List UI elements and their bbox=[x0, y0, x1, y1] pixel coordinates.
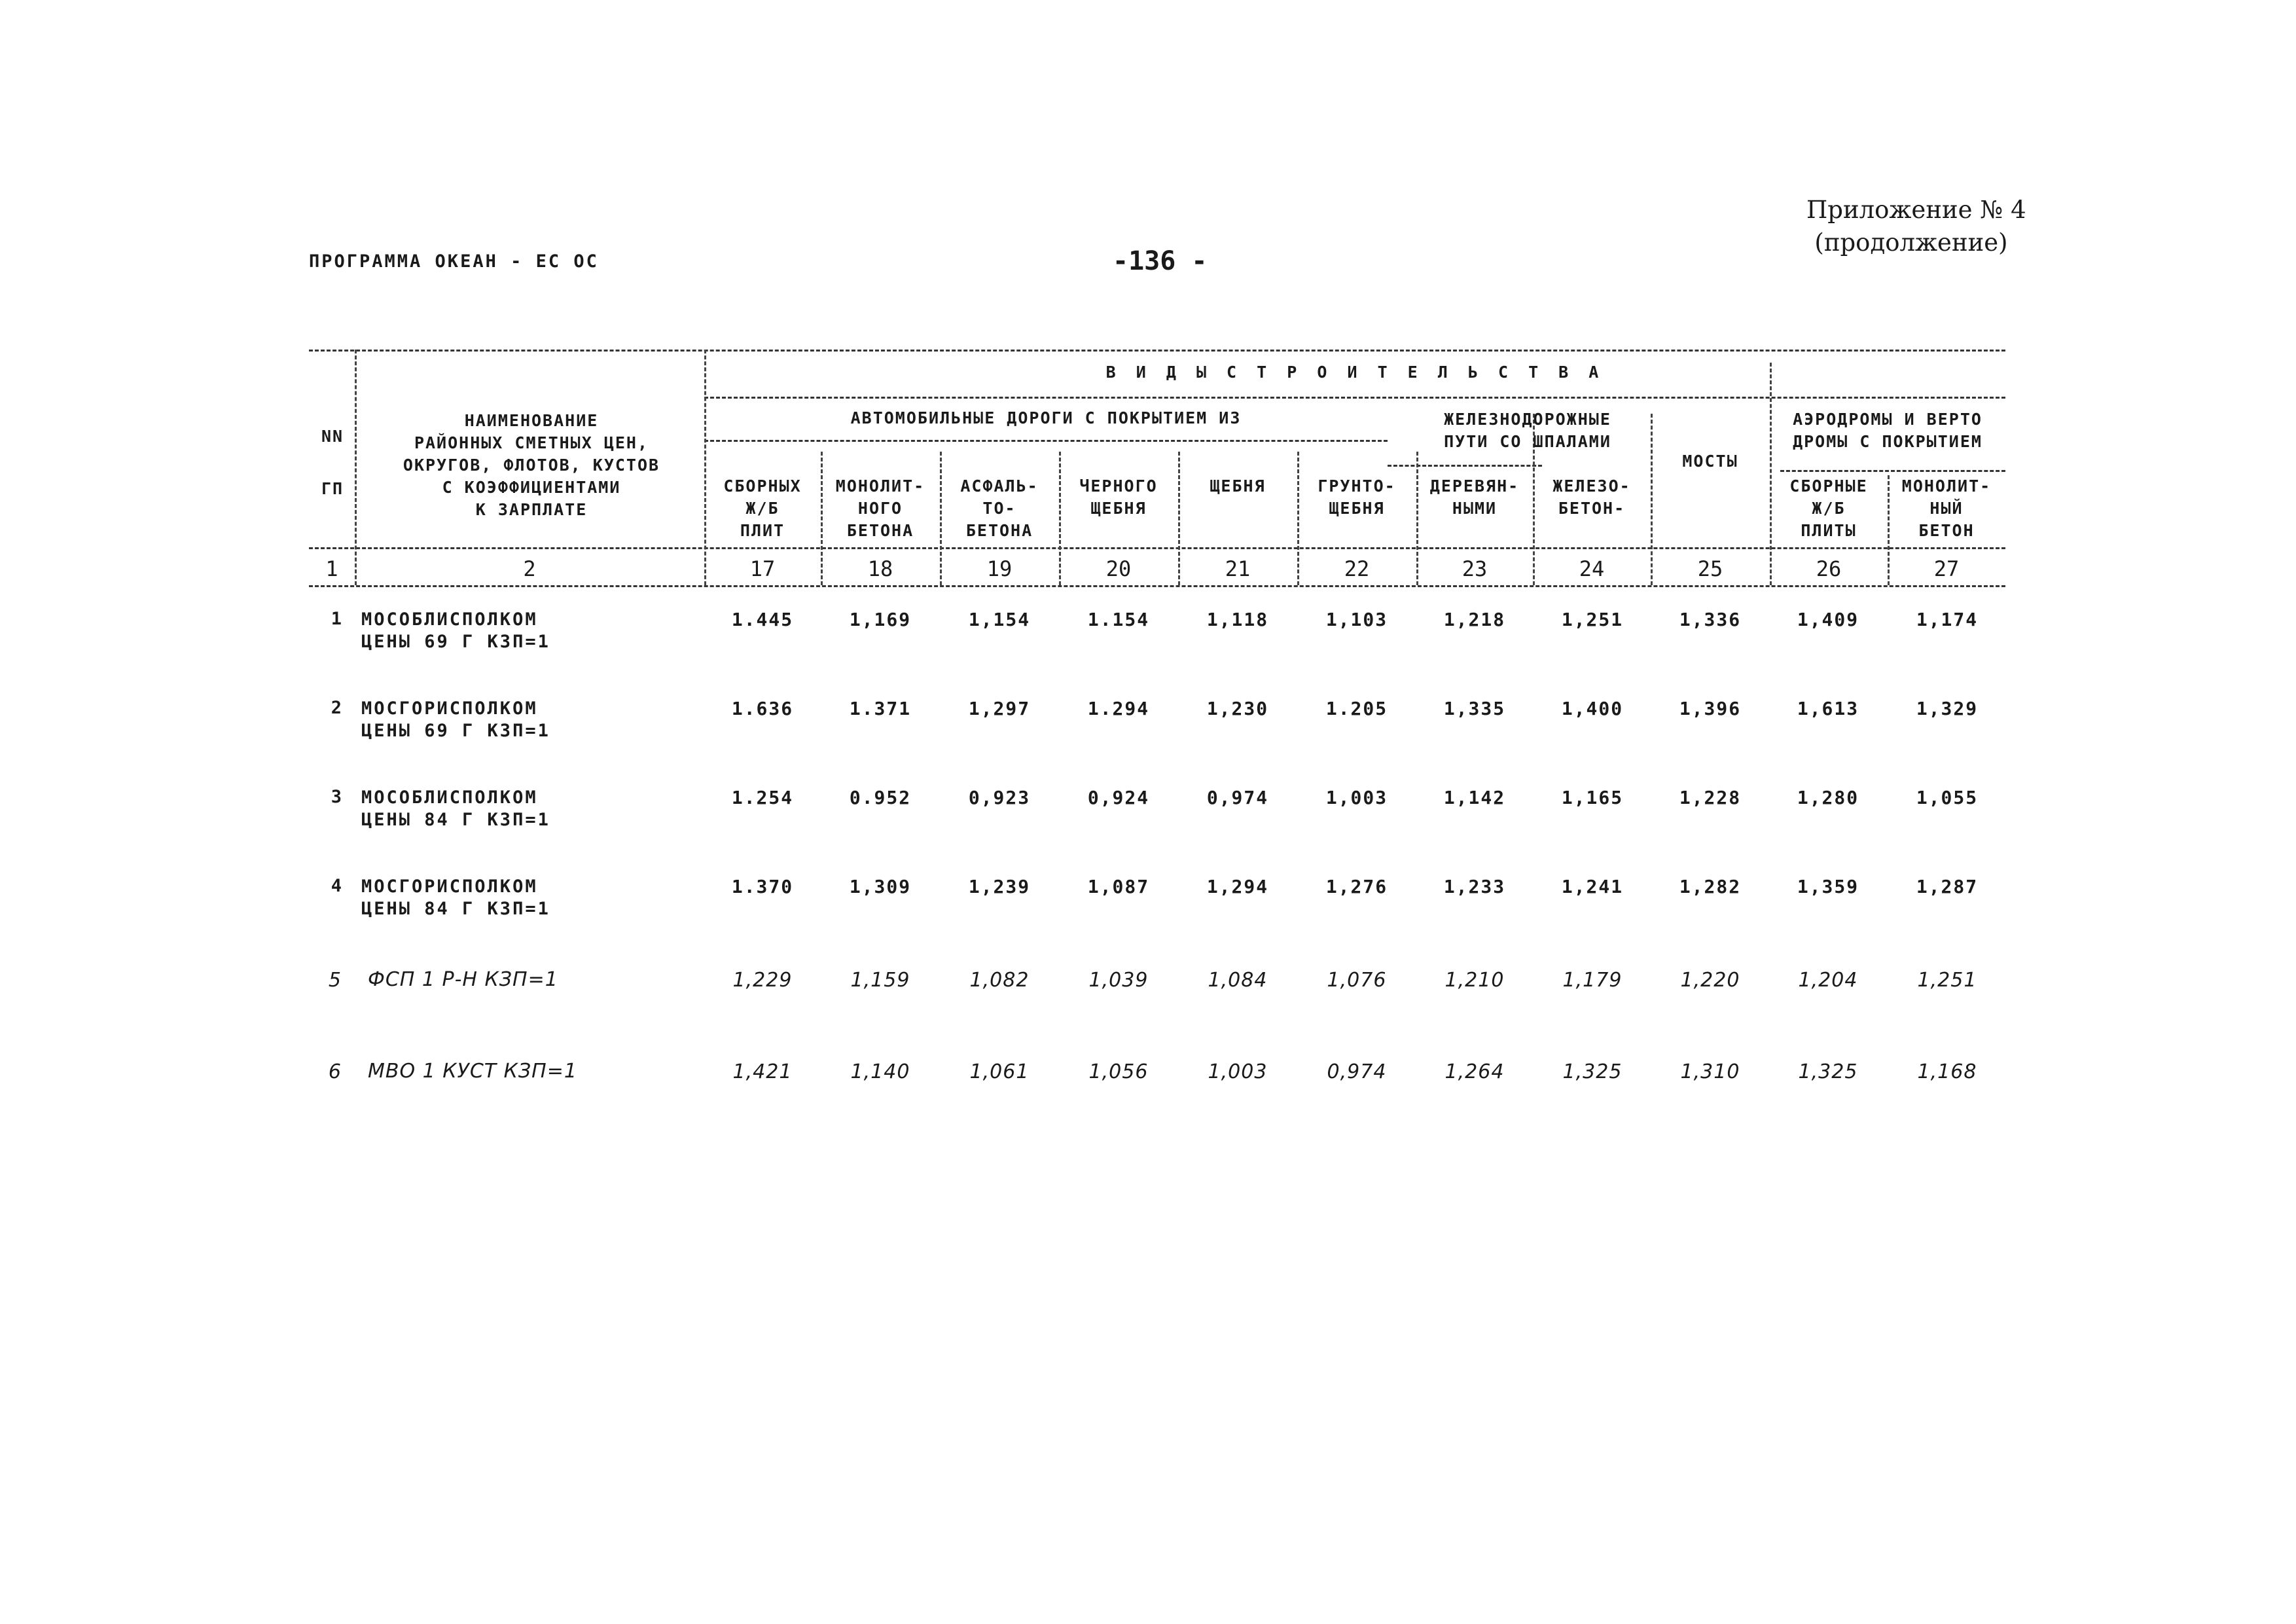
cell-value: 1,210 bbox=[1444, 969, 1505, 992]
cell-value: 1,336 bbox=[1679, 609, 1742, 630]
cell-value: 1,159 bbox=[850, 969, 910, 992]
cell-value: 1,282 bbox=[1679, 876, 1742, 897]
cell-value: 1,055 bbox=[1916, 787, 1979, 808]
coefficients-table bbox=[309, 340, 2005, 1126]
cell-value: 1,174 bbox=[1916, 609, 1979, 630]
cell-value: 1,169 bbox=[849, 609, 912, 630]
cell-value: 1,076 bbox=[1327, 969, 1387, 992]
cell-value: 1,084 bbox=[1208, 969, 1268, 992]
column-number: 19 bbox=[986, 556, 1013, 581]
cell-value: 0.952 bbox=[849, 787, 912, 808]
cell-value: 0,974 bbox=[1206, 787, 1269, 808]
cell-value: 1,325 bbox=[1562, 1060, 1623, 1083]
column-number: 22 bbox=[1344, 556, 1370, 581]
cell-value: 1,118 bbox=[1206, 609, 1269, 630]
page-number: -136 - bbox=[1113, 246, 1208, 276]
cell-value: 1,409 bbox=[1797, 609, 1859, 630]
cell-value: 1,335 bbox=[1443, 698, 1506, 719]
rail-rule bbox=[1388, 465, 1542, 467]
header-rail: ЖЕЛЕЗНОДОРОЖНЫЕ ПУТИ СО ШПАЛАМИ bbox=[1444, 410, 1611, 451]
table-top-rule bbox=[309, 350, 2005, 352]
column-number: 26 bbox=[1816, 556, 1842, 581]
header-bottom-rule bbox=[309, 547, 2005, 549]
cell-value: 1,142 bbox=[1443, 787, 1506, 808]
column-number: 23 bbox=[1462, 556, 1488, 581]
header-col-26: СБОРНЫЕ Ж/Б ПЛИТЫ bbox=[1789, 477, 1868, 540]
air-rule bbox=[1780, 470, 2005, 472]
column-number: 25 bbox=[1697, 556, 1723, 581]
row-name: МОСГОРИСПОЛКОМ ЦЕНЫ 69 Г КЗП=1 bbox=[361, 698, 550, 741]
column-number: 27 bbox=[1933, 556, 1960, 581]
cell-value: 1,239 bbox=[968, 876, 1031, 897]
header-col-18: МОНОЛИТ- НОГО БЕТОНА bbox=[835, 477, 925, 540]
cell-value: 1,140 bbox=[850, 1060, 910, 1083]
cell-value: 1.445 bbox=[731, 609, 794, 630]
cell-value: 1,359 bbox=[1797, 876, 1859, 897]
cell-value: 1,233 bbox=[1443, 876, 1506, 897]
header-col-19: АСФАЛЬ- ТО- БЕТОНА bbox=[960, 477, 1039, 540]
cell-value: 1,310 bbox=[1680, 1060, 1740, 1083]
header-col-17: СБОРНЫХ Ж/Б ПЛИТ bbox=[723, 477, 802, 540]
cell-value: 1,168 bbox=[1917, 1060, 1977, 1083]
cell-value: 1,165 bbox=[1561, 787, 1624, 808]
header-nn: NN bbox=[321, 427, 344, 446]
cell-value: 1,179 bbox=[1562, 969, 1623, 992]
row-name: МОСОБЛИСПОЛКОМ ЦЕНЫ 84 Г КЗП=1 bbox=[361, 787, 550, 830]
cell-value: 1,003 bbox=[1208, 1060, 1268, 1083]
header-bridges: МОСТЫ bbox=[1682, 452, 1738, 471]
cell-value: 1,251 bbox=[1561, 609, 1624, 630]
header-roads: АВТОМОБИЛЬНЫЕ ДОРОГИ С ПОКРЫТИЕМ ИЗ bbox=[850, 408, 1242, 427]
row-number: 6 bbox=[328, 1060, 342, 1083]
cell-value: 1,056 bbox=[1088, 1060, 1149, 1083]
column-divider bbox=[1770, 363, 1772, 585]
program-title: ПРОГРАММА ОКЕАН - ЕС ОС bbox=[309, 251, 599, 272]
cell-value: 1,329 bbox=[1916, 698, 1979, 719]
cell-value: 1,003 bbox=[1325, 787, 1388, 808]
cell-value: 1,400 bbox=[1561, 698, 1624, 719]
column-number: 1 bbox=[325, 556, 338, 581]
column-divider bbox=[704, 350, 706, 585]
row-number: 1 bbox=[331, 609, 342, 629]
column-number: 2 bbox=[523, 556, 536, 581]
header-gp: ГП bbox=[321, 479, 344, 498]
header-construction-types: В И Д Ы С Т Р О И Т Е Л Ь С Т В А bbox=[1105, 363, 1604, 382]
cell-value: 0,923 bbox=[968, 787, 1031, 808]
cell-value: 1,087 bbox=[1087, 876, 1150, 897]
cell-value: 1.205 bbox=[1325, 698, 1388, 719]
cell-value: 1,294 bbox=[1206, 876, 1269, 897]
header-col-23: ДЕРЕВЯН- НЫМИ bbox=[1429, 477, 1520, 518]
row-name: ФСП 1 Р-Н КЗП=1 bbox=[368, 968, 558, 991]
cell-value: 0,974 bbox=[1327, 1060, 1387, 1083]
column-number: 18 bbox=[867, 556, 893, 581]
cell-value: 1,280 bbox=[1797, 787, 1859, 808]
cell-value: 1,421 bbox=[732, 1060, 793, 1083]
cell-value: 0,924 bbox=[1087, 787, 1150, 808]
cell-value: 1,287 bbox=[1916, 876, 1979, 897]
cell-value: 1,154 bbox=[968, 609, 1031, 630]
cell-value: 1,082 bbox=[969, 969, 1030, 992]
cell-value: 1,061 bbox=[969, 1060, 1030, 1083]
row-number: 5 bbox=[328, 969, 342, 992]
group-rule bbox=[704, 397, 2005, 399]
cell-value: 1,241 bbox=[1561, 876, 1624, 897]
cell-value: 1,103 bbox=[1325, 609, 1388, 630]
column-divider bbox=[355, 350, 357, 585]
cell-value: 1.371 bbox=[849, 698, 912, 719]
cell-value: 1,309 bbox=[849, 876, 912, 897]
cell-value: 1.636 bbox=[731, 698, 794, 719]
column-number: 21 bbox=[1225, 556, 1251, 581]
column-number: 20 bbox=[1105, 556, 1132, 581]
appendix-label bbox=[1806, 194, 2026, 259]
header-name: НАИМЕНОВАНИЕ РАЙОННЫХ СМЕТНЫХ ЦЕН, ОКРУГОВ, ФЛОТОВ, КУСТОВ С КОЭФФИЦИЕНТАМИ К ЗАРПЛАТЕ bbox=[403, 411, 660, 519]
cell-value: 1.294 bbox=[1087, 698, 1150, 719]
cell-value: 1,613 bbox=[1797, 698, 1859, 719]
cell-value: 1,230 bbox=[1206, 698, 1269, 719]
cell-value: 1,039 bbox=[1088, 969, 1149, 992]
row-name: МВО 1 КУСТ КЗП=1 bbox=[368, 1060, 577, 1083]
cell-value: 1.254 bbox=[731, 787, 794, 808]
cell-value: 1.154 bbox=[1087, 609, 1150, 630]
appendix-line-2: (продолжение) bbox=[1814, 228, 2008, 257]
header-col-20: ЧЕРНОГО ЩЕБНЯ bbox=[1079, 477, 1158, 518]
row-name: МОСОБЛИСПОЛКОМ ЦЕНЫ 69 Г КЗП=1 bbox=[361, 609, 550, 652]
header-col-22: ГРУНТО- ЩЕБНЯ bbox=[1318, 477, 1396, 518]
column-numbers-rule bbox=[309, 585, 2005, 587]
cell-value: 1,297 bbox=[968, 698, 1031, 719]
column-number: 24 bbox=[1579, 556, 1605, 581]
cell-value: 1,218 bbox=[1443, 609, 1506, 630]
row-name: МОСГОРИСПОЛКОМ ЦЕНЫ 84 Г КЗП=1 bbox=[361, 876, 550, 919]
cell-value: 1,264 bbox=[1444, 1060, 1505, 1083]
cell-value: 1,325 bbox=[1798, 1060, 1858, 1083]
cell-value: 1,276 bbox=[1325, 876, 1388, 897]
appendix-line-1: Приложение № 4 bbox=[1806, 196, 2026, 224]
header-col-21: ЩЕБНЯ bbox=[1210, 477, 1266, 496]
cell-value: 1,229 bbox=[732, 969, 793, 992]
roads-rule bbox=[704, 440, 1388, 442]
cell-value: 1,396 bbox=[1679, 698, 1742, 719]
header-airfields: АЭРОДРОМЫ И ВЕРТО ДРОМЫ С ПОКРЫТИЕМ bbox=[1793, 410, 1982, 451]
cell-value: 1,228 bbox=[1679, 787, 1742, 808]
header-col-24: ЖЕЛЕЗО- БЕТОН- bbox=[1552, 477, 1631, 518]
column-number: 17 bbox=[749, 556, 776, 581]
header-col-27: МОНОЛИТ- НЫЙ БЕТОН bbox=[1901, 477, 1992, 540]
row-number: 4 bbox=[331, 876, 342, 896]
row-number: 2 bbox=[331, 698, 342, 718]
cell-value: 1,251 bbox=[1917, 969, 1977, 992]
cell-value: 1,204 bbox=[1798, 969, 1858, 992]
cell-value: 1,220 bbox=[1680, 969, 1740, 992]
cell-value: 1.370 bbox=[731, 876, 794, 897]
row-number: 3 bbox=[331, 787, 342, 807]
